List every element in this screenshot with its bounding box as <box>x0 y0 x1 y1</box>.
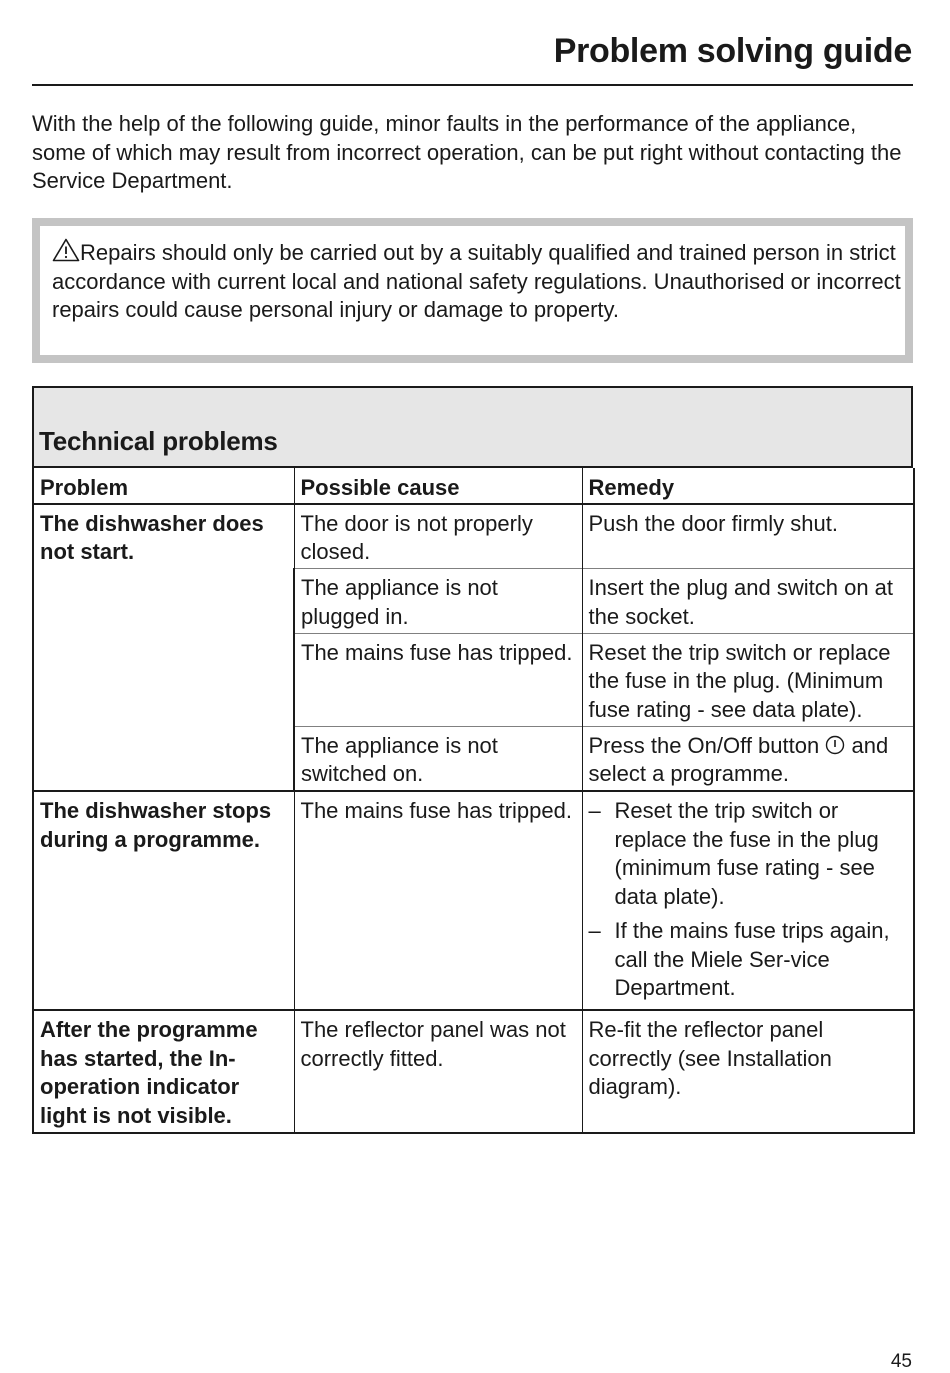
title-divider <box>32 84 913 86</box>
warning-paragraph <box>52 238 905 325</box>
remedy-cell: Insert the plug and switch on at the socket. <box>582 569 914 633</box>
remedy-list <box>589 797 908 1003</box>
remedy-cell <box>582 726 914 791</box>
remedy-list-item: – Reset the trip switch or replace the fuse in the plug (minimum fuse rating - see data plate). <box>589 797 908 912</box>
intro-paragraph: With the help of the following guide, minor faults in the performance of the appliance, some of which may result from incorrect operation, can be put right without contacting the Service Department. <box>32 111 902 194</box>
table-row <box>33 791 914 1010</box>
cause-cell: The appliance is not plugged in. <box>294 569 582 633</box>
remedy-cell: Push the door firmly shut. <box>582 504 914 569</box>
remedy-cell <box>582 791 914 1010</box>
cause-cell: The appliance is not switched on. <box>294 726 582 791</box>
page-number: 45 <box>890 1351 912 1372</box>
warning-triangle-icon <box>52 238 80 262</box>
remedy-text-before: Press the On/Off button <box>588 732 820 758</box>
problems-table <box>32 468 915 1134</box>
remedy-cell: Re-fit the reflector panel correctly (see Installation diagram). <box>582 1010 914 1133</box>
cause-cell: The mains fuse has tripped. <box>294 791 582 1010</box>
warning-text: Repairs should only be carried out by a suitably qualified and trained person in strict accordance with current local and national safety regulations. Unauthorised or incorrect repairs could cause personal injury or damage to property. <box>52 240 901 323</box>
safety-warning-box <box>32 218 913 363</box>
problem-cell: After the programme has started, the In-operation indicator light is not visible. <box>33 1010 294 1133</box>
technical-problems-section <box>32 386 913 1134</box>
column-header-remedy: Remedy <box>582 468 914 504</box>
power-button-icon <box>825 734 845 754</box>
problem-cell: The dishwasher stops during a programme. <box>33 791 294 1010</box>
remedy-text-after: and select a programme. <box>588 732 889 787</box>
cause-cell: The mains fuse has tripped. <box>294 633 582 726</box>
cause-cell: The reflector panel was not correctly fitted. <box>294 1010 582 1133</box>
column-header-cause: Possible cause <box>294 468 582 504</box>
column-header-problem: Problem <box>33 468 294 504</box>
remedy-cell: Reset the trip switch or replace the fuse in the plug. (Minimum fuse rating - see data plate). <box>582 633 914 726</box>
table-row <box>33 504 914 569</box>
section-header <box>32 386 913 468</box>
cause-cell: The door is not properly closed. <box>294 504 582 569</box>
table-row <box>33 1010 914 1133</box>
remedy-list-item: – If the mains fuse trips again, call the Miele Ser-vice Department. <box>589 917 908 1003</box>
problem-cell: The dishwasher does not start. <box>33 504 294 791</box>
table-header-row <box>33 468 914 504</box>
page-title: Problem solving guide <box>553 32 912 70</box>
section-title: Technical problems <box>39 426 278 456</box>
